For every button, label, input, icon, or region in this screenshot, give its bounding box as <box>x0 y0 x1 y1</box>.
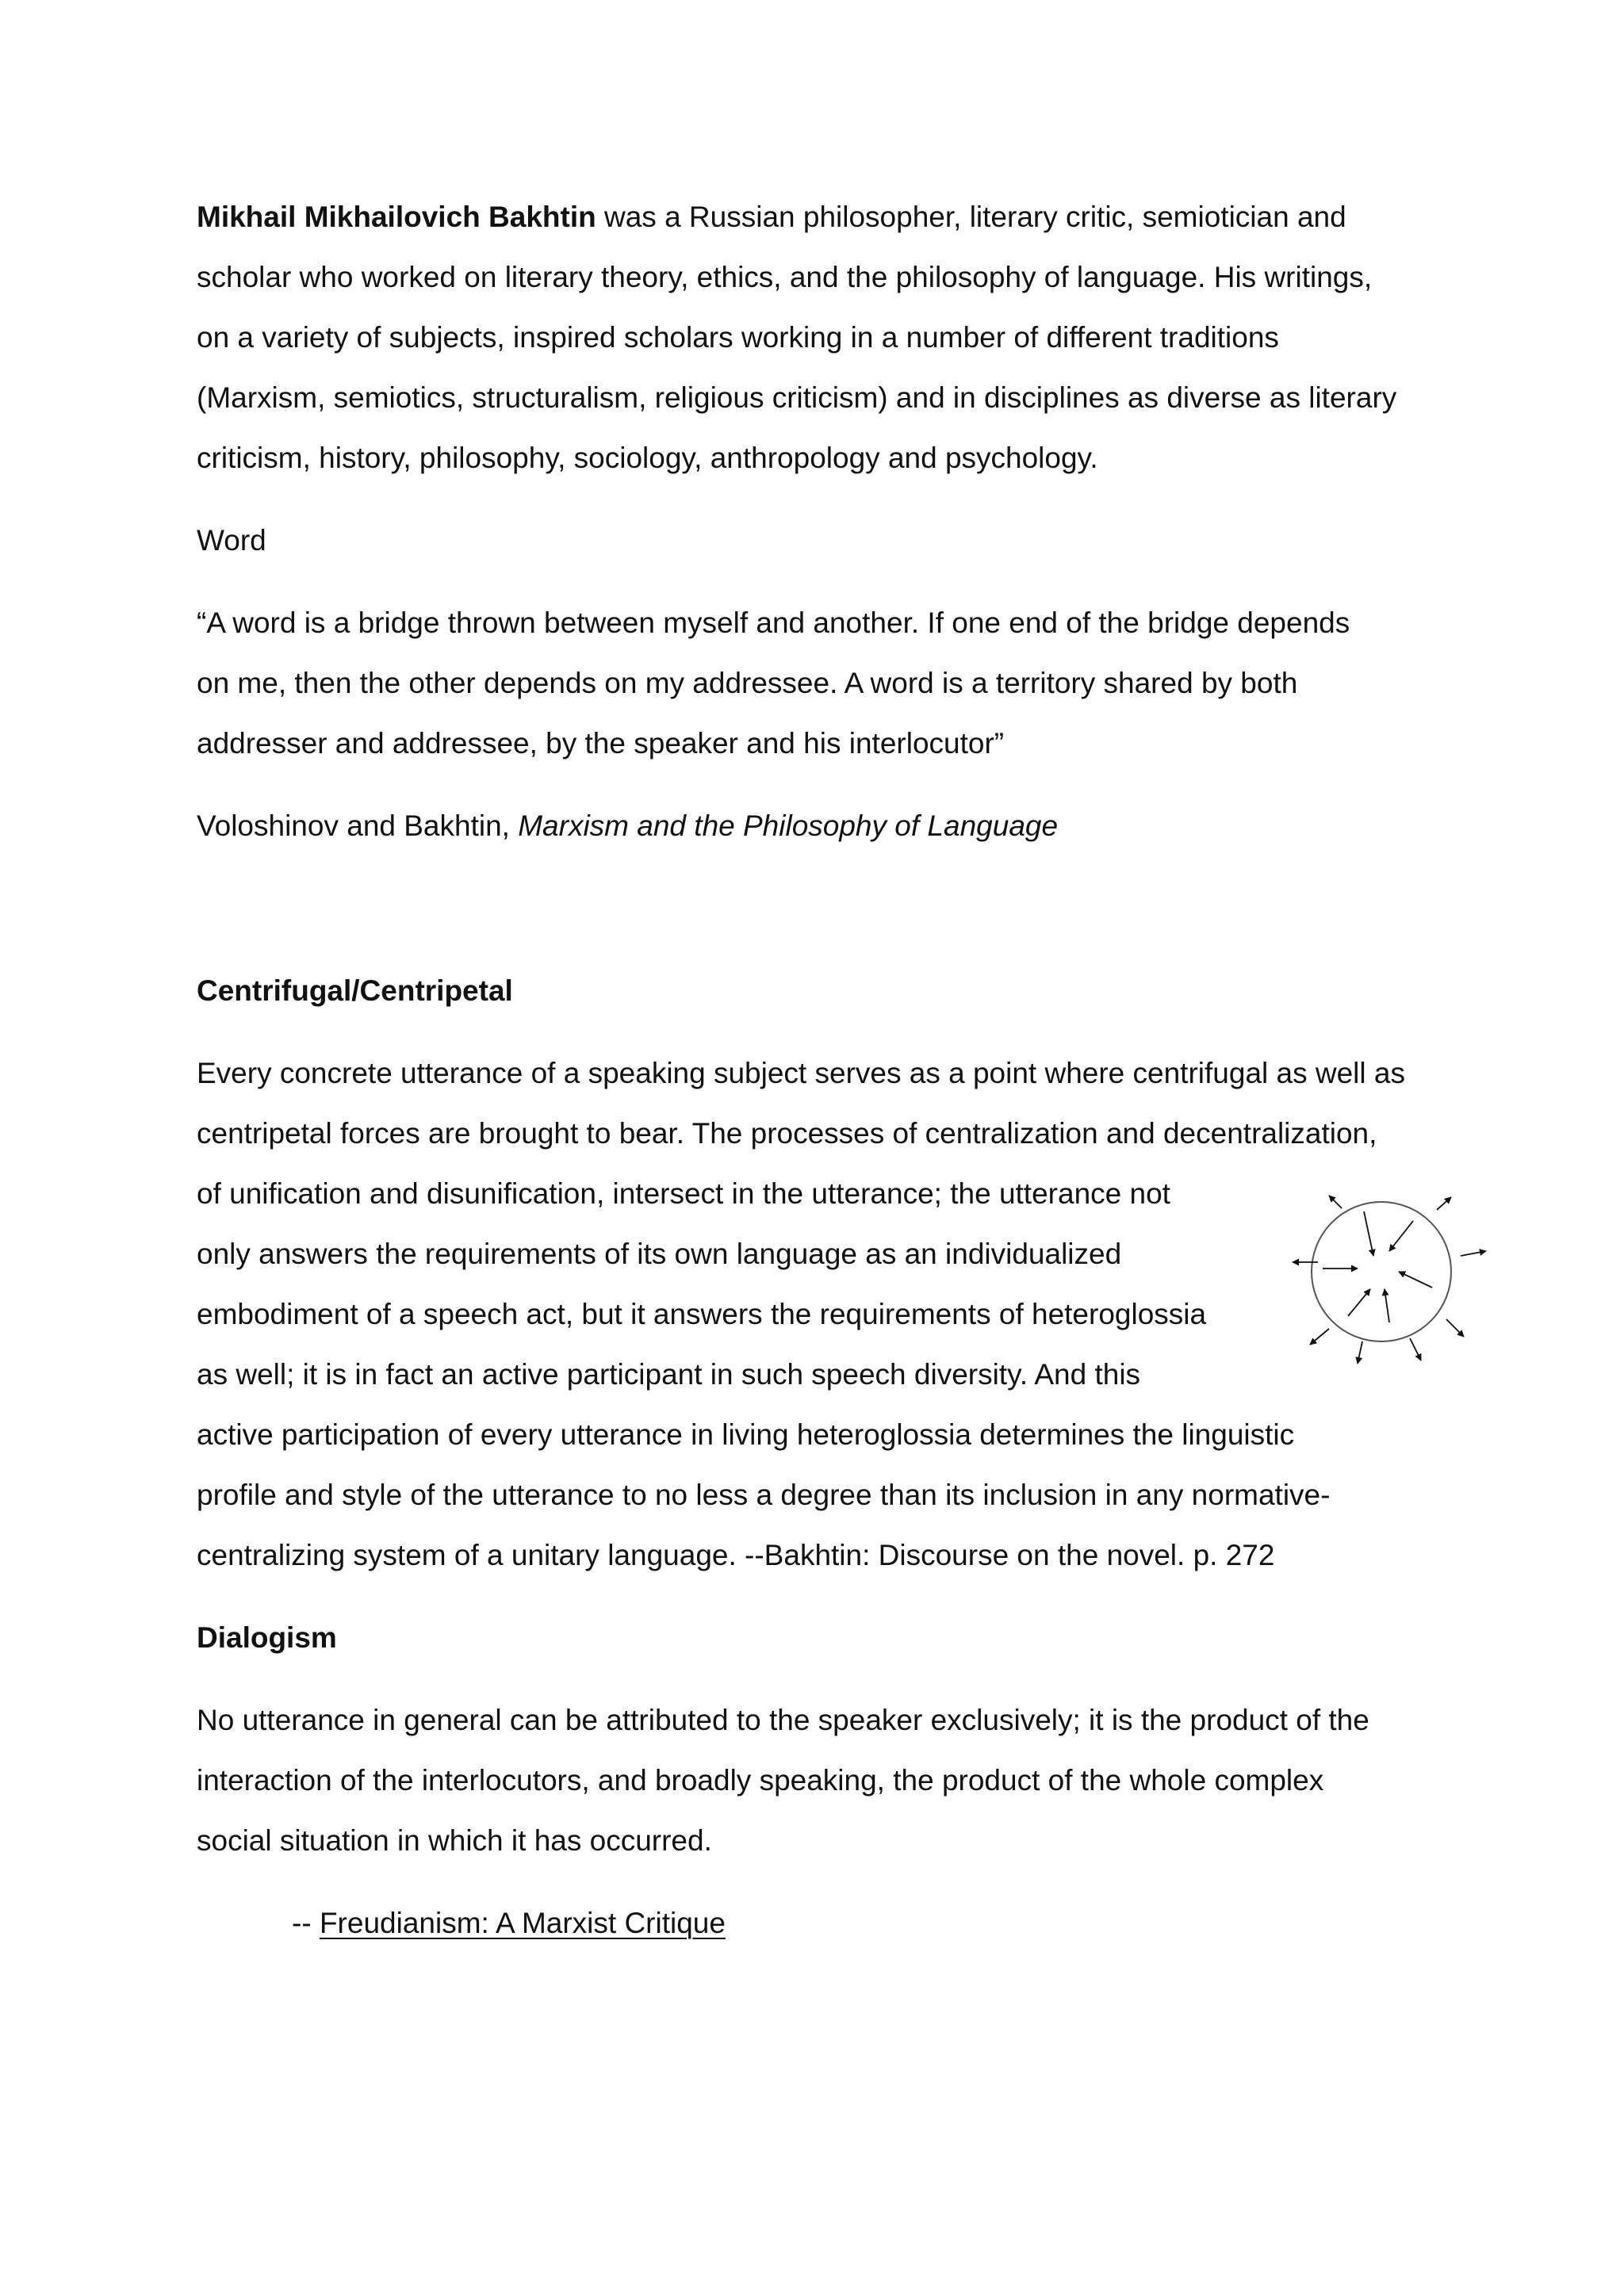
intro-line-2: scholar who worked on literary theory, ethics, and the philosophy of language. His writings, <box>197 261 1373 293</box>
centrifugal-line: centripetal forces are brought to bear. The processes of centralization and decentralization, <box>197 1117 1377 1150</box>
citation-title: Marxism and the Philosophy of Language <box>518 809 1059 842</box>
intro-line-4: (Marxism, semiotics, structuralism, religious criticism) and in disciplines as diverse as literary <box>197 381 1397 414</box>
outward-arrow <box>1461 1251 1486 1256</box>
outward-arrow <box>1310 1329 1329 1345</box>
centrifugal-line: embodiment of a speech act, but it answers the requirements of heteroglossia <box>197 1298 1207 1330</box>
dialogism-line: social situation in which it has occurred. <box>197 1824 712 1857</box>
dialogism-line: interaction of the interlocutors, and broadly speaking, the product of the whole complex <box>197 1764 1324 1797</box>
inward-arrow <box>1399 1272 1432 1288</box>
centrifugal-line: of unification and disunification, intersect in the utterance; the utterance not <box>197 1177 1170 1210</box>
citation-authors: Voloshinov and Bakhtin, <box>197 809 519 842</box>
word-citation <box>197 809 1058 844</box>
outward-arrow <box>1329 1196 1342 1208</box>
intro-line-1-rest: was a Russian philosopher, literary critic, semiotician and <box>596 201 1346 233</box>
outward-arrow <box>1410 1338 1421 1360</box>
forces-diagram <box>1269 1173 1491 1380</box>
centrifugal-line: profile and style of the utterance to no less a degree than its inclusion in any normative- <box>197 1479 1331 1511</box>
outward-arrow <box>1446 1319 1464 1337</box>
inward-arrow <box>1389 1221 1413 1251</box>
word-quote-line-1: “A word is a bridge thrown between myself and another. If one end of the bridge depends <box>197 607 1350 639</box>
intro-line-5: criticism, history, philosophy, sociology, anthropology and psychology. <box>197 442 1098 474</box>
intro-line-3: on a variety of subjects, inspired scholars working in a number of different traditions <box>197 321 1279 354</box>
centripetal-arrows <box>1323 1211 1432 1322</box>
inward-arrow <box>1348 1289 1370 1316</box>
subject-name: Mikhail Mikhailovich Bakhtin <box>197 201 596 233</box>
centrifugal-arrows <box>1293 1196 1486 1364</box>
centrifugal-heading: Centrifugal/Centripetal <box>197 974 513 1007</box>
inward-arrow <box>1364 1211 1373 1256</box>
word-heading: Word <box>197 524 266 557</box>
dialogism-source <box>292 1906 726 1941</box>
outward-arrow <box>1437 1197 1451 1210</box>
centrifugal-line: centralizing system of a unitary language. --Bakhtin: Discourse on the novel. p. 272 <box>197 1539 1275 1571</box>
centrifugal-line: only answers the requirements of its own language as an individualized <box>197 1238 1122 1270</box>
source-title: Freudianism: A Marxist Critique <box>319 1907 726 1939</box>
centrifugal-line: as well; it is in fact an active participant in such speech diversity. And this <box>197 1358 1141 1391</box>
word-quote-line-3: addresser and addressee, by the speaker and his interlocutor” <box>197 727 1005 760</box>
source-prefix: -- <box>292 1907 320 1939</box>
intro-line-1 <box>197 200 1346 235</box>
centrifugal-line: Every concrete utterance of a speaking subject serves as a point where centrifugal as well as <box>197 1057 1405 1089</box>
dialogism-line: No utterance in general can be attributed to the speaker exclusively; it is the product of the <box>197 1704 1369 1736</box>
centrifugal-line: active participation of every utterance in living heteroglossia determines the linguistic <box>197 1418 1295 1451</box>
utterance-circle <box>1312 1202 1451 1341</box>
word-quote-line-2: on me, then the other depends on my addressee. A word is a territory shared by both <box>197 667 1298 699</box>
dialogism-heading: Dialogism <box>197 1621 337 1654</box>
inward-arrow <box>1385 1289 1389 1322</box>
outward-arrow <box>1358 1341 1362 1364</box>
